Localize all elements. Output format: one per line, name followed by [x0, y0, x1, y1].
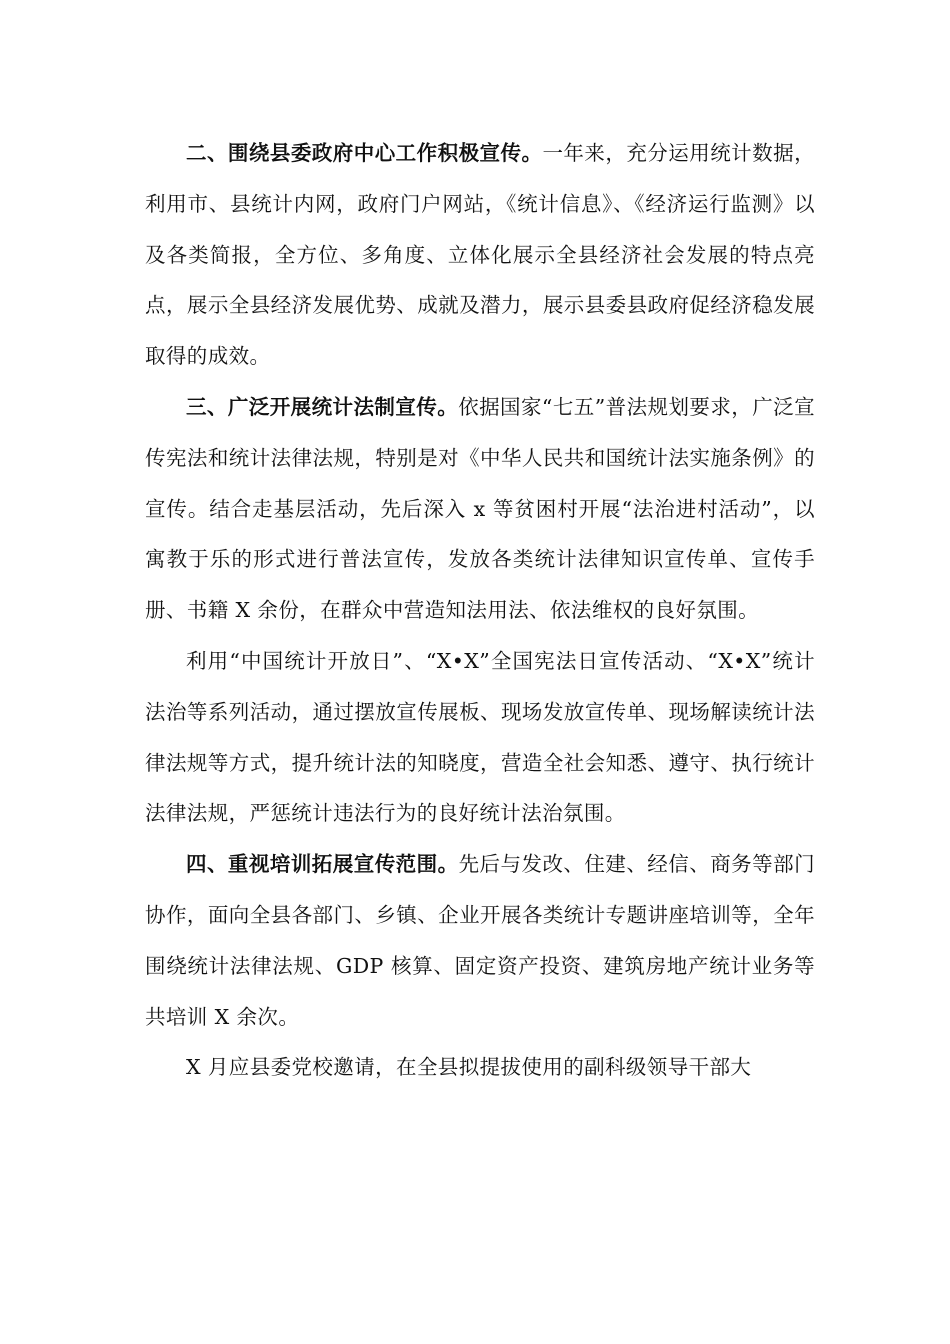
paragraph-training-scope: [145, 839, 815, 1042]
paragraph-text: 利用“中国统计开放日”、“X•X”全国宪法日宣传活动、“X•X”统计法治等系列活动，通过摆放宣传展板、现场发放宣传单、现场解读统计法律法规等方式，提升统计法的知晓度，营造全社会知悉、遵守、执行统计法律法规，严惩统计违法行为的良好统计法治氛围。: [145, 648, 815, 826]
paragraph-central-work-publicity: [145, 128, 815, 382]
paragraph-text: 一年来，充分运用统计数据，利用市、县统计内网，政府门户网站，《统计信息》、《经济运行监测》以及各类简报，全方位、多角度、立体化展示全县经济社会发展的特点亮点，展示全县经济发展优势、成就及潜力，展示县委县政府促经济稳发展取得的成效。: [145, 141, 815, 369]
paragraph-party-school-invitation: [145, 1042, 815, 1093]
section-heading-4: 四、重视培训拓展宣传范围。: [186, 852, 459, 877]
section-heading-2: 二、围绕县委政府中心工作积极宣传。: [186, 141, 543, 165]
paragraph-text: X 月应县委党校邀请，在全县拟提拔使用的副科级领导干部大: [186, 1055, 752, 1080]
paragraph-open-day-activities: [145, 636, 815, 839]
section-heading-3: 三、广泛开展统计法制宣传。: [186, 394, 459, 419]
paragraph-text: 先后与发改、住建、经信、商务等部门协作，面向全县各部门、乡镇、企业开展各类统计专题讲座培训等，全年围绕统计法律法规、GDP 核算、固定资产投资、建筑房地产统计业务等共培训 X 余次。: [145, 852, 815, 1029]
paragraph-statistics-law-publicity: [145, 382, 815, 636]
paragraph-text: 依据国家“七五”普法规划要求，广泛宣传宪法和统计法律法规，特别是对《中华人民共和国统计法实施条例》的宣传。结合走基层活动，先后深入 x 等贫困村开展“法治进村活动”，以寓教于乐的形式进行普法宣传，发放各类统计法律知识宣传单、宣传手册、书籍 X 余份，在群众中营造知法用法、依法维权的良好氛围。: [145, 394, 815, 623]
document-body: [145, 128, 815, 1093]
